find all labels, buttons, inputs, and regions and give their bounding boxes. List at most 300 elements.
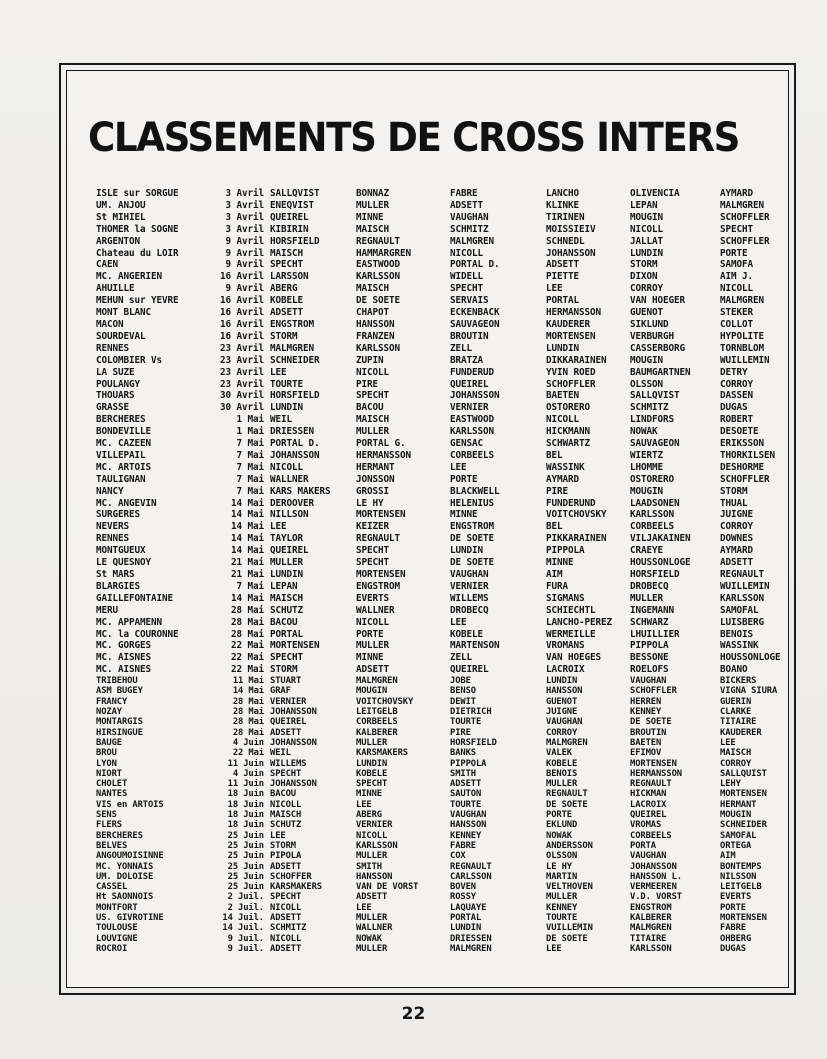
cell-place-3: DIETRICH <box>450 707 492 718</box>
cell-place-2: KALBERER <box>356 727 398 738</box>
table-row <box>96 728 786 738</box>
table-row <box>96 402 786 414</box>
cell-place-2: LEE <box>356 799 372 810</box>
cell-place-1: MAISCH <box>270 592 303 604</box>
cell-date: 22 Mai <box>231 640 264 652</box>
cell-venue: UM. DOLOISE <box>96 871 154 882</box>
cell-place-3: REGNAULT <box>450 861 492 872</box>
table-row <box>96 779 786 789</box>
cell-place-1: ADSETT <box>270 727 302 738</box>
table-row <box>96 652 786 664</box>
cell-place-4: SCHWARTZ <box>546 438 590 450</box>
cell-place-4: PORTAL <box>546 295 579 307</box>
cell-place-1: JOHANSSON <box>270 737 317 748</box>
table-row <box>96 789 786 799</box>
cell-place-2: NICOLL <box>356 830 388 841</box>
cell-place-4: DE SOETE <box>546 799 588 810</box>
cell-place-6: PORTE <box>720 902 746 913</box>
cell-place-2: HANSSON <box>356 871 393 882</box>
cell-place-5: VERMEEREN <box>630 882 677 893</box>
cell-venue: St MIHIEL <box>96 211 146 223</box>
cell-place-2: SPECHT <box>356 545 389 557</box>
cell-place-6: MAISCH <box>720 748 752 759</box>
table-row <box>96 307 786 319</box>
cell-place-5: KENNEY <box>630 707 662 718</box>
cell-place-1: PORTAL <box>270 628 303 640</box>
cell-date: 4 Juin <box>232 768 264 779</box>
cell-place-4: MINNE <box>546 557 574 569</box>
cell-place-3: NICOLL <box>450 247 483 259</box>
cell-date: 18 Juin <box>227 820 264 831</box>
table-row <box>96 390 786 402</box>
cell-place-1: MORTENSEN <box>270 640 320 652</box>
cell-place-1: SPECHT <box>270 892 302 903</box>
cell-place-2: ABERG <box>356 810 382 821</box>
cell-place-1: KIBIRIN <box>270 223 309 235</box>
cell-place-2: VERNIER <box>356 820 393 831</box>
table-row <box>96 533 786 545</box>
cell-place-5: SCHMITZ <box>630 402 669 414</box>
cell-place-6: STEKER <box>720 307 753 319</box>
cell-venue: FRANCY <box>96 696 128 707</box>
cell-date: 25 Juin <box>227 871 264 882</box>
cell-place-5: SCHOFFLER <box>630 686 677 697</box>
cell-place-4: LEE <box>546 943 562 954</box>
cell-place-2: MULLER <box>356 912 388 923</box>
cell-place-4: CORROY <box>546 727 578 738</box>
cell-venue: MC. ANGERIEN <box>96 271 162 283</box>
cell-place-6: AYMARD <box>720 545 753 557</box>
cell-place-4: MALMGREN <box>546 737 588 748</box>
cell-place-6: DESHORME <box>720 461 764 473</box>
cell-place-5: LAADSONEN <box>630 497 680 509</box>
cell-place-6: MALMGREN <box>720 199 764 211</box>
page-number: 22 <box>401 1004 426 1024</box>
cell-place-1: KARS MAKERS <box>270 485 331 497</box>
cell-place-2: SMITH <box>356 861 382 872</box>
table-row <box>96 841 786 851</box>
cell-venue: SURGERES <box>96 509 140 521</box>
cell-place-6: STORM <box>720 485 748 497</box>
cell-venue: VIS en ARTOIS <box>96 799 164 810</box>
cell-place-2: GROSSI <box>356 485 389 497</box>
cell-venue: MC. CAZEEN <box>96 438 151 450</box>
cell-place-6: BOANO <box>720 664 748 676</box>
cell-place-2: DE SOETE <box>356 295 400 307</box>
cell-place-3: VAUGHAN <box>450 810 487 821</box>
cell-place-3: SAUVAGEON <box>450 318 500 330</box>
table-row <box>96 521 786 533</box>
cell-place-1: PORTAL D. <box>270 438 320 450</box>
cell-place-1: NILLSON <box>270 509 309 521</box>
results-table <box>96 188 786 954</box>
cell-place-3: SERVAIS <box>450 295 489 307</box>
table-row <box>96 462 786 474</box>
table-row <box>96 913 786 923</box>
cell-place-1: ADSETT <box>270 912 302 923</box>
cell-place-3: LEE <box>450 616 467 628</box>
cell-date: 22 Mai <box>231 664 264 676</box>
cell-place-6: WASSINK <box>720 640 759 652</box>
cell-place-2: ZUPIN <box>356 354 384 366</box>
cell-place-1: SPECHT <box>270 259 303 271</box>
cell-place-3: TOURTE <box>450 717 482 728</box>
cell-place-3: DE SOETE <box>450 533 494 545</box>
cell-place-3: ENGSTROM <box>450 521 494 533</box>
cell-place-5: VILJAKAINEN <box>630 533 691 545</box>
cell-place-2: KARLSSON <box>356 271 400 283</box>
cell-date: 25 Juin <box>227 882 264 893</box>
cell-place-3: DRIESSEN <box>450 933 492 944</box>
cell-place-3: VAUGHAN <box>450 569 489 580</box>
cell-place-3: BENSO <box>450 686 476 697</box>
cell-place-4: LANCHO <box>546 188 579 199</box>
cell-place-4: MULLER <box>546 892 578 903</box>
table-row <box>96 319 786 331</box>
cell-date: 2 Juil. <box>227 892 264 903</box>
cell-place-6: LEE <box>720 737 736 748</box>
cell-place-4: JOHANSSON <box>546 247 596 259</box>
cell-place-5: HICKMAN <box>630 789 667 800</box>
table-row <box>96 892 786 902</box>
cell-venue: LA SUZE <box>96 366 135 378</box>
cell-place-3: PIRE <box>450 727 471 738</box>
cell-place-1: BACOU <box>270 789 296 800</box>
cell-place-4: MOISSIEIV <box>546 223 596 235</box>
cell-place-5: GUENOT <box>630 307 663 319</box>
cell-place-3: COX <box>450 851 466 862</box>
cell-place-3: BANKS <box>450 748 476 759</box>
cell-place-3: CORBEELS <box>450 449 494 461</box>
cell-date: 14 Juil. <box>222 912 264 923</box>
cell-venue: VILLEPAIL <box>96 449 146 461</box>
cell-place-4: PORTE <box>546 810 572 821</box>
cell-place-6: DETRY <box>720 366 748 378</box>
cell-place-5: MOUGIN <box>630 211 663 223</box>
cell-date: 22 Mai <box>232 748 264 759</box>
cell-place-6: HYPOLITE <box>720 330 764 342</box>
cell-place-2: CORBEELS <box>356 717 398 728</box>
cell-date: 7 Mai <box>236 461 264 473</box>
cell-place-1: SCHNEIDER <box>270 354 320 366</box>
cell-place-2: PIRE <box>356 378 378 390</box>
cell-place-4: AIM <box>546 569 563 580</box>
cell-place-3: ADSETT <box>450 199 483 211</box>
cell-place-4: KAUDERER <box>546 318 590 330</box>
cell-place-3: VERNIER <box>450 580 489 592</box>
cell-place-3: ZELL <box>450 652 472 664</box>
cell-place-4: BENOIS <box>546 768 578 779</box>
cell-place-5: VAUGHAN <box>630 676 667 687</box>
cell-place-2: MULLER <box>356 943 388 954</box>
cell-place-6: SAMOFAL <box>720 830 757 841</box>
table-row <box>96 831 786 841</box>
cell-place-1: NICOLL <box>270 902 302 913</box>
cell-venue: BERCHERES <box>96 830 143 841</box>
cell-place-3: KARLSSON <box>450 426 494 438</box>
cell-place-3: HANSSON <box>450 820 487 831</box>
cell-venue: SENS <box>96 810 117 821</box>
cell-venue: BROU <box>96 748 117 759</box>
cell-place-1: ADSETT <box>270 861 302 872</box>
cell-place-3: HORSFIELD <box>450 737 497 748</box>
cell-place-3: SAUTON <box>450 789 482 800</box>
cell-place-1: DRIESSEN <box>270 426 314 438</box>
table-row <box>96 759 786 769</box>
table-row <box>96 717 786 727</box>
cell-place-5: LHUILLIER <box>630 628 680 640</box>
cell-date: 23 Avril <box>220 342 264 354</box>
cell-place-4: VELTHOVEN <box>546 882 593 893</box>
table-row <box>96 367 786 379</box>
cell-date: 2 Juil. <box>227 902 264 913</box>
cell-place-6: GUERIN <box>720 696 752 707</box>
cell-venue: THOUARS <box>96 390 135 402</box>
cell-venue: THOMER la SOGNE <box>96 223 179 235</box>
cell-place-4: KOBELE <box>546 758 578 769</box>
cell-place-5: HOUSSONLOGE <box>630 557 691 569</box>
cell-place-5: VAN HOEGER <box>630 295 685 307</box>
cell-place-2: MAISCH <box>356 414 389 426</box>
cell-place-1: HORSFIELD <box>270 390 320 402</box>
cell-place-5: VERBURGH <box>630 330 674 342</box>
cell-place-5: SIKLUND <box>630 318 669 330</box>
cell-place-5: EFIMOV <box>630 748 662 759</box>
cell-place-1: JOHANSSON <box>270 707 317 718</box>
table-row <box>96 486 786 498</box>
table-row <box>96 800 786 810</box>
cell-place-2: SPECHT <box>356 390 389 402</box>
cell-place-1: LUNDIN <box>270 402 303 414</box>
cell-place-5: ENGSTROM <box>630 902 672 913</box>
cell-place-4: TIRINEN <box>546 211 585 223</box>
table-row <box>96 295 786 307</box>
cell-place-3: PORTAL <box>450 912 482 923</box>
table-row <box>96 769 786 779</box>
cell-place-2: MINNE <box>356 789 382 800</box>
cell-venue: NOZAY <box>96 707 122 718</box>
cell-place-1: NICOLL <box>270 933 302 944</box>
cell-venue: BLARGIES <box>96 580 140 592</box>
cell-place-1: STUART <box>270 676 302 687</box>
cell-place-2: NICOLL <box>356 616 389 628</box>
table-row <box>96 934 786 944</box>
cell-place-2: REGNAULT <box>356 235 400 247</box>
cell-date: 11 Mai <box>232 676 264 687</box>
cell-venue: US. GIVROTINE <box>96 912 164 923</box>
cell-date: 3 Avril <box>225 223 264 235</box>
cell-date: 14 Mai <box>231 533 264 545</box>
cell-place-2: ADSETT <box>356 664 389 676</box>
cell-place-4: VOITCHOVSKY <box>546 509 607 521</box>
cell-place-5: DROBECQ <box>630 580 669 592</box>
cell-place-1: WALLNER <box>270 473 309 485</box>
cell-venue: St MARS <box>96 569 135 580</box>
cell-place-3: JOHANSSON <box>450 390 500 402</box>
cell-date: 14 Juil. <box>222 923 264 934</box>
cell-place-2: MORTENSEN <box>356 509 406 521</box>
cell-place-2: WALLNER <box>356 604 395 616</box>
cell-venue: MONTFORT <box>96 902 138 913</box>
cell-place-4: FURA <box>546 580 568 592</box>
cell-place-3: LEE <box>450 461 467 473</box>
cell-place-6: FABRE <box>720 923 746 934</box>
table-row <box>96 379 786 391</box>
cell-place-4: HANSSON <box>546 686 583 697</box>
table-row <box>96 820 786 830</box>
table-row <box>96 862 786 872</box>
cell-place-5: QUEIREL <box>630 810 667 821</box>
cell-place-6: SAMOFA <box>720 259 753 271</box>
cell-place-2: NOWAK <box>356 933 382 944</box>
cell-date: 14 Mai <box>231 545 264 557</box>
cell-place-5: OLSSON <box>630 378 663 390</box>
table-row <box>96 629 786 641</box>
cell-date: 23 Avril <box>220 354 264 366</box>
cell-place-6: SCHOFFLER <box>720 211 770 223</box>
cell-place-2: KOBELE <box>356 768 388 779</box>
cell-place-2: MAISCH <box>356 283 389 295</box>
cell-venue: ANGOUMOISINNE <box>96 851 164 862</box>
cell-place-5: KARLSSON <box>630 509 674 521</box>
cell-place-3: TOURTE <box>450 799 482 810</box>
cell-place-1: TAYLOR <box>270 533 303 545</box>
cell-place-1: NICOLL <box>270 461 303 473</box>
cell-venue: LOUVIGNE <box>96 933 138 944</box>
cell-place-3: KOBELE <box>450 628 483 640</box>
cell-place-5: MOUGIN <box>630 354 663 366</box>
cell-place-3: QUEIREL <box>450 664 489 676</box>
cell-place-5: ROELOFS <box>630 664 669 676</box>
cell-place-2: MULLER <box>356 640 389 652</box>
cell-place-5: NOWAK <box>630 426 658 438</box>
cell-place-1: STORM <box>270 330 298 342</box>
cell-place-4: WERMEILLE <box>546 628 596 640</box>
cell-venue: NEVERS <box>96 521 129 533</box>
cell-date: 25 Juin <box>227 830 264 841</box>
cell-place-6: VIGNA SIURA <box>720 686 778 697</box>
cell-venue: ISLE sur SORGUE <box>96 188 179 199</box>
table-row <box>96 271 786 283</box>
cell-place-5: BAUMGARTNEN <box>630 366 691 378</box>
cell-place-1: VERNIER <box>270 696 307 707</box>
cell-place-2: SPECHT <box>356 557 389 569</box>
cell-place-6: SPECHT <box>720 223 753 235</box>
cell-place-5: LINDFORS <box>630 414 674 426</box>
cell-venue: MC. APPAMENN <box>96 616 162 628</box>
cell-place-6: THORKILSEN <box>720 449 775 461</box>
cell-place-3: FUNDERUD <box>450 366 494 378</box>
cell-place-3: MALMGREN <box>450 943 492 954</box>
cell-venue: AHUILLE <box>96 283 135 295</box>
cell-date: 7 Mai <box>236 473 264 485</box>
cell-date: 14 Mai <box>232 686 264 697</box>
cell-date: 25 Juin <box>227 861 264 872</box>
table-row <box>96 676 786 686</box>
cell-date: 22 Mai <box>231 652 264 664</box>
cell-date: 16 Avril <box>220 271 264 283</box>
cell-place-3: ECKENBACK <box>450 307 500 319</box>
cell-place-6: CLARKE <box>720 707 752 718</box>
cell-place-1: LEE <box>270 521 287 533</box>
cell-place-1: JOHANSSON <box>270 779 317 790</box>
cell-place-6: HOUSSONLOGE <box>720 652 781 664</box>
cell-place-1: LARSSON <box>270 271 309 283</box>
cell-place-4: MARTIN <box>546 871 578 882</box>
cell-place-6: MORTENSEN <box>720 789 767 800</box>
cell-place-3: PORTAL D. <box>450 259 500 271</box>
cell-venue: BAUGE <box>96 737 122 748</box>
cell-date: 28 Mai <box>231 628 264 640</box>
cell-place-3: SMITH <box>450 768 476 779</box>
table-row <box>96 509 786 521</box>
cell-place-2: MALMGREN <box>356 676 398 687</box>
table-row <box>96 498 786 510</box>
cell-place-6: WUILLEMIN <box>720 580 770 592</box>
cell-place-6: BICKERS <box>720 676 757 687</box>
cell-place-5: LHOMME <box>630 461 663 473</box>
cell-place-6: SALLQUIST <box>720 768 767 779</box>
cell-place-2: BONNAZ <box>356 188 389 199</box>
cell-venue: NANCY <box>96 485 124 497</box>
cell-place-3: CARLSSON <box>450 871 492 882</box>
cell-place-4: SCHIECHTL <box>546 604 596 616</box>
cell-venue: BELVES <box>96 840 128 851</box>
page-title: CLASSEMENTS DE CROSS INTERS <box>88 115 740 161</box>
cell-place-3: KENNEY <box>450 830 482 841</box>
cell-place-6: NICOLL <box>720 283 753 295</box>
cell-venue: MEHUN sur YEVRE <box>96 295 179 307</box>
cell-place-6: DESOETE <box>720 426 759 438</box>
cell-date: 25 Juin <box>227 851 264 862</box>
cell-place-6: KAUDERER <box>720 727 762 738</box>
cell-place-5: CORBEELS <box>630 521 674 533</box>
cell-place-6: SAMOFAL <box>720 604 759 616</box>
cell-place-5: MALMGREN <box>630 923 672 934</box>
cell-place-2: PORTAL G. <box>356 438 406 450</box>
cell-place-3: VAUGHAN <box>450 211 489 223</box>
cell-place-6: DASSEN <box>720 390 753 402</box>
cell-place-2: FRANZEN <box>356 330 395 342</box>
cell-place-5: V.D. VORST <box>630 892 682 903</box>
cell-place-6: CORROY <box>720 521 753 533</box>
cell-date: 14 Mai <box>231 497 264 509</box>
table-row <box>96 851 786 861</box>
cell-place-5: REGNAULT <box>630 779 672 790</box>
cell-venue: Chateau du LOIR <box>96 247 179 259</box>
cell-place-5: BROUTIN <box>630 727 667 738</box>
table-row <box>96 438 786 450</box>
cell-place-4: DE SOETE <box>546 933 588 944</box>
cell-place-6: TORNBLOM <box>720 342 764 354</box>
cell-date: 18 Juin <box>227 789 264 800</box>
cell-place-2: KARSMAKERS <box>356 748 408 759</box>
cell-place-2: KEIZER <box>356 521 389 533</box>
cell-place-1: ADSETT <box>270 307 303 319</box>
cell-place-1: MALMGREN <box>270 342 314 354</box>
cell-place-3: QUEIREL <box>450 378 489 390</box>
cell-venue: LE QUESNOY <box>96 557 151 569</box>
table-row <box>96 414 786 426</box>
cell-date: 7 Mai <box>236 580 264 592</box>
cell-place-6: SCHOFFLER <box>720 473 770 485</box>
cell-place-2: MORTENSEN <box>356 569 406 580</box>
cell-place-1: STORM <box>270 664 298 676</box>
cell-place-4: KENNEY <box>546 902 578 913</box>
cell-place-2: REGNAULT <box>356 533 400 545</box>
cell-place-5: INGEMANN <box>630 604 674 616</box>
cell-place-3: PIPPOLA <box>450 758 487 769</box>
